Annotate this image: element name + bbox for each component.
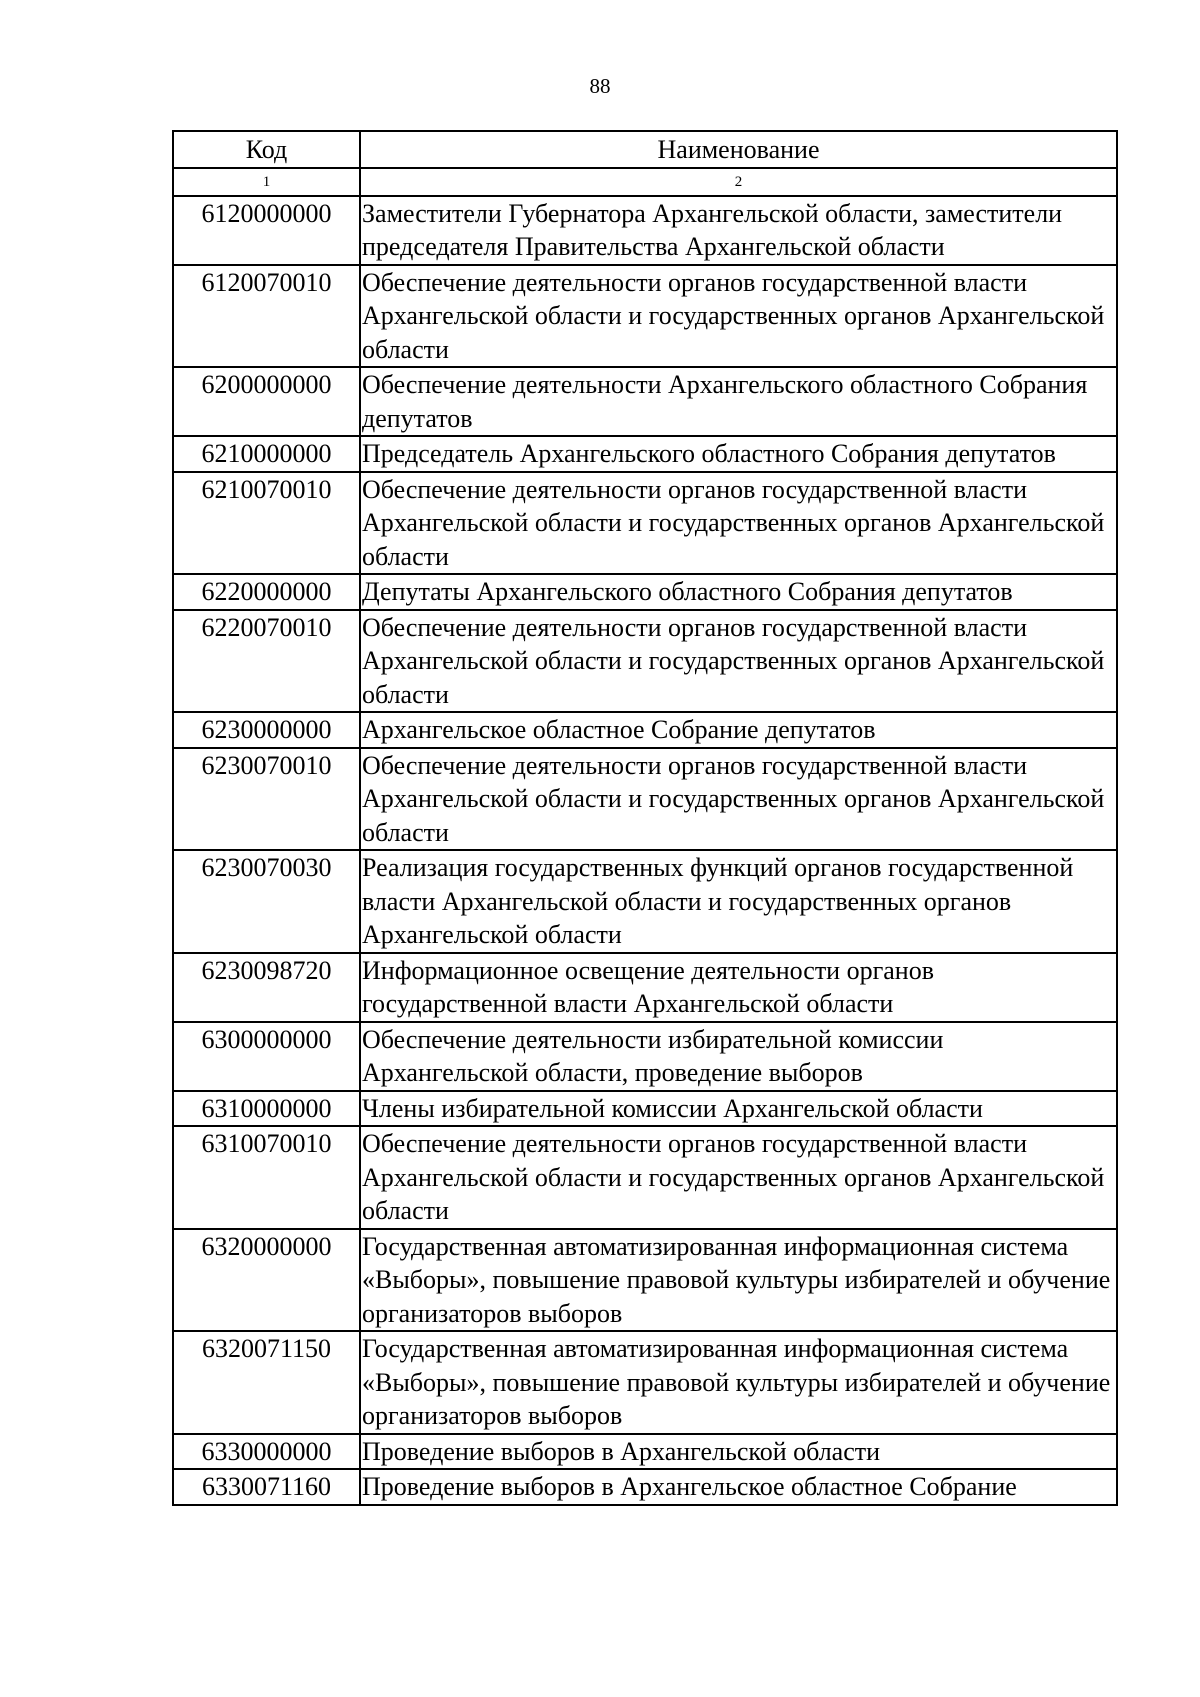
table-row [173,1469,1117,1505]
table-row [173,1229,1117,1332]
row-code: 6220070010 [173,610,360,713]
row-code: 6330071160 [173,1469,360,1505]
row-code: 6310000000 [173,1091,360,1127]
row-code: 6230070030 [173,850,360,953]
row-name: Заместители Губернатора Архангельской области, заместители председателя Правительства Архангельской области [360,196,1117,265]
table-row [173,1091,1117,1127]
row-name: Обеспечение деятельности органов государственной власти Архангельской области и государственных органов Архангельской области [360,265,1117,368]
row-name: Проведение выборов в Архангельское областное Собрание [360,1469,1117,1505]
column-number-code: 1 [173,168,360,196]
table-header-row [173,131,1117,168]
table-row [173,367,1117,436]
table-row [173,196,1117,265]
header-name: Наименование [360,131,1117,168]
row-code: 6310070010 [173,1126,360,1229]
row-name: Депутаты Архангельского областного Собрания депутатов [360,574,1117,610]
row-code: 6210070010 [173,472,360,575]
row-code: 6320000000 [173,1229,360,1332]
row-name: Государственная автоматизированная информационная система «Выборы», повышение правовой культуры избирателей и обучение организаторов выборов [360,1331,1117,1434]
row-name: Члены избирательной комиссии Архангельской области [360,1091,1117,1127]
row-name: Обеспечение деятельности органов государственной власти Архангельской области и государственных органов Архангельской области [360,748,1117,851]
table-row [173,610,1117,713]
table-body [173,196,1117,1505]
row-code: 6120000000 [173,196,360,265]
row-code: 6210000000 [173,436,360,472]
table-row [173,472,1117,575]
row-code: 6120070010 [173,265,360,368]
row-name: Архангельское областное Собрание депутатов [360,712,1117,748]
row-name: Реализация государственных функций органов государственной власти Архангельской области и государственных органов Архангельской области [360,850,1117,953]
table-row [173,850,1117,953]
code-table [172,130,1118,1506]
row-name: Обеспечение деятельности Архангельского областного Собрания депутатов [360,367,1117,436]
row-code: 6300000000 [173,1022,360,1091]
row-name: Проведение выборов в Архангельской области [360,1434,1117,1470]
column-number-name: 2 [360,168,1117,196]
row-name: Информационное освещение деятельности органов государственной власти Архангельской области [360,953,1117,1022]
row-code: 6230000000 [173,712,360,748]
table-row [173,1126,1117,1229]
row-name: Государственная автоматизированная информационная система «Выборы», повышение правовой культуры избирателей и обучение организаторов выборов [360,1229,1117,1332]
header-code: Код [173,131,360,168]
row-code: 6320071150 [173,1331,360,1434]
table-row [173,265,1117,368]
row-code: 6220000000 [173,574,360,610]
table-row [173,1434,1117,1470]
table-row [173,712,1117,748]
table-row [173,436,1117,472]
row-code: 6230098720 [173,953,360,1022]
row-name: Председатель Архангельского областного Собрания депутатов [360,436,1117,472]
column-number-row [173,168,1117,196]
table-row [173,1331,1117,1434]
row-code: 6230070010 [173,748,360,851]
row-name: Обеспечение деятельности органов государственной власти Архангельской области и государственных органов Архангельской области [360,472,1117,575]
row-code: 6200000000 [173,367,360,436]
table-row [173,574,1117,610]
table-row [173,748,1117,851]
table-row [173,1022,1117,1091]
row-code: 6330000000 [173,1434,360,1470]
page-number: 88 [589,74,611,98]
table-row [173,953,1117,1022]
row-name: Обеспечение деятельности органов государственной власти Архангельской области и государственных органов Архангельской области [360,610,1117,713]
row-name: Обеспечение деятельности избирательной комиссии Архангельской области, проведение выборов [360,1022,1117,1091]
row-name: Обеспечение деятельности органов государственной власти Архангельской области и государственных органов Архангельской области [360,1126,1117,1229]
